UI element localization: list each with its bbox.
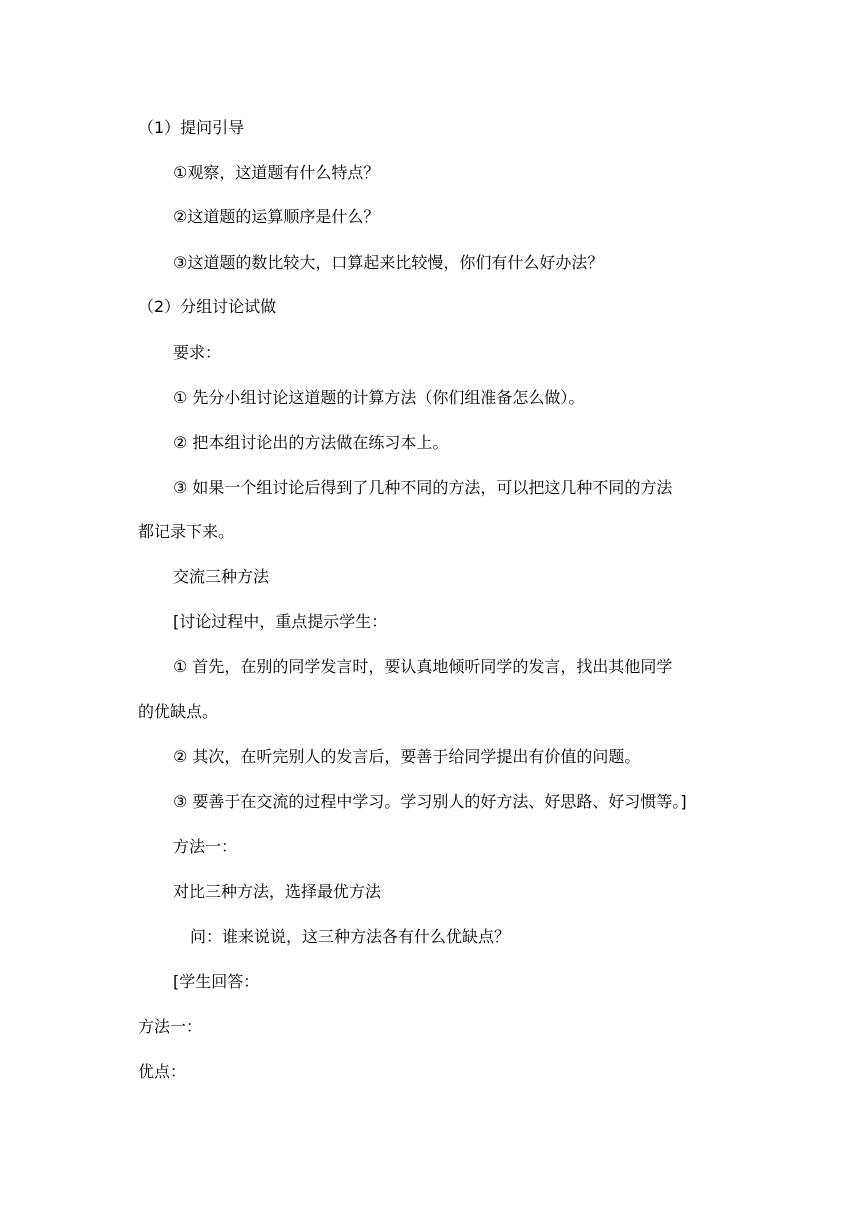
section-heading-1: （1）提问引导 — [138, 118, 245, 137]
exchange-heading: 交流三种方法 — [173, 567, 270, 586]
section-heading-2: （2）分组讨论试做 — [138, 297, 277, 316]
method-one-label: 方法一： — [173, 837, 238, 856]
discussion-hint-label: [讨论过程中，重点提示学生： — [173, 612, 388, 631]
question-line: 问：谁来说说，这三种方法各有什么优缺点？ — [190, 927, 511, 946]
compare-heading: 对比三种方法，选择最优方法 — [173, 882, 382, 901]
hint-line-3: ③ 要善于在交流的过程中学习。学习别人的好方法、好思路、好习惯等。] — [173, 792, 687, 811]
requirement-line-3: ③ 如果一个组讨论后得到了几种不同的方法，可以把这几种不同的方法 — [173, 478, 673, 497]
requirement-line-1: ① 先分小组讨论这道题的计算方法（你们组准备怎么做）。 — [173, 388, 585, 407]
question-line-3: ③这道题的数比较大，口算起来比较慢，你们有什么好办法？ — [173, 253, 604, 272]
student-answer-label: [学生回答： — [173, 972, 260, 991]
hint-line-1: ① 首先，在别的同学发言时，要认真地倾听同学的发言，找出其他同学 — [173, 657, 673, 676]
hint-line-2: ② 其次，在听完别人的发言后，要善于给同学提出有价值的问题。 — [173, 747, 641, 766]
hint-line-1-continued: 的优缺点。 — [138, 702, 219, 721]
question-line-1: ①观察，这道题有什么特点？ — [173, 163, 380, 182]
requirements-label: 要求： — [173, 343, 222, 362]
method-one-answer-label: 方法一： — [138, 1017, 203, 1036]
question-line-2: ②这道题的运算顺序是什么？ — [173, 207, 380, 226]
requirement-line-3-continued: 都记录下来。 — [138, 522, 235, 541]
advantages-label: 优点： — [138, 1062, 187, 1081]
requirement-line-2: ② 把本组讨论出的方法做在练习本上。 — [173, 433, 449, 452]
